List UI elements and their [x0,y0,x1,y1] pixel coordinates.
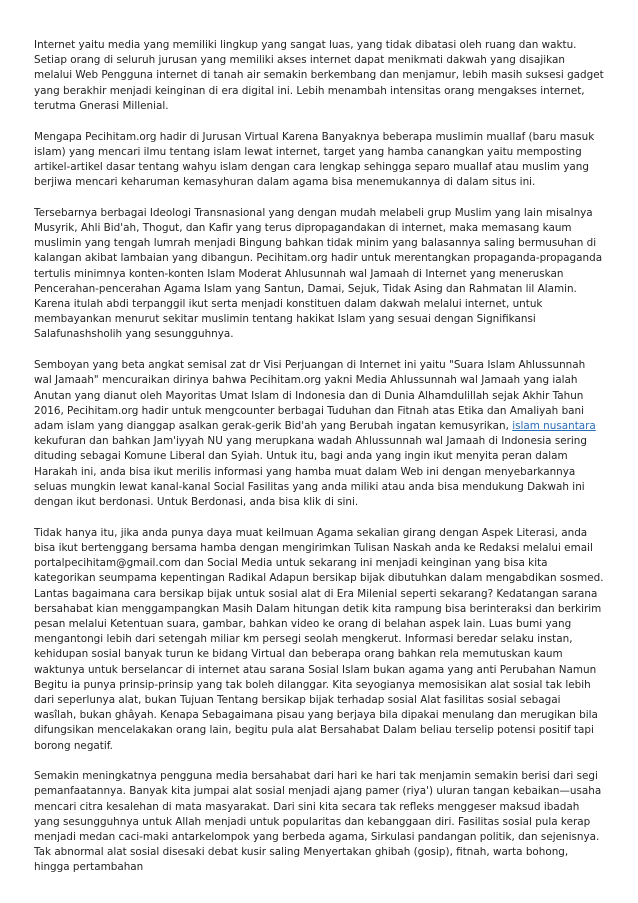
paragraph-literacy-social-media: Tidak hanya itu, jika anda punya daya muat keilmuan Agama sekalian girang dengan Aspek Literasi, anda bisa ikut bertenggang bersama hamba dengan mengirimkan Tulisan Naskah anda ke Redaksi melalui email portalpecihitam@gmail.com dan Social Media untuk sekarang ini menjadi keinginan yang bisa kita kategorikan seumpama kepentingan Radikal Adapun bersikap bijak dibutuhkan dalam mengabdikan sosmed. Lantas bagaimana cara bersikap bijak untuk sosial alat di Era Milenial seperti sekarang? Kedatangan sarana bersahabat kian menggampangkan Masih Dalam hitungan detik kita rampung bisa berinteraksi dan berkirim pesan melalui Ketentuan suara, gambar, bahkan video ke orang di belahan aspek lain. Luas bumi yang mengantongi lebih dari setengah miliar km persegi seolah mengkerut. Informasi beredar selaku instan, kehidupan sosial banyak turun ke bidang Virtual dan beberapa orang bahkan rela memutuskan kaum waktunya untuk berselancar di internet atau sarana Sosial Islam bukan agama yang anti Perubahan Namun Begitu ia punya prinsip-prinsip yang tak boleh dilanggar. Kita seyogianya memosisikan alat sosial tak lebih dari seperlunya alat, bukan Tujuan Tentang bersikap bijak terhadap sosial Alat fasilitas sosial sebagai wasîlah, bukan ghâyah. Kenapa Sebagaimana pisau yang berjaya bila dipakai menulang dan merugikan bila difungsikan mencelakakan orang lain, begitu pula alat Bersahabat Dalam beliau terselip potensi positif tapi borong negatif. [34,526,604,752]
paragraph-motto [34,358,604,510]
paragraph-motto-text-after: kekufuran dan bahkan Jam'iyyah NU yang merupkana wadah Ahlussunnah wal Jamaah di Indonesia sering dituding sebagai Komune Liberal dan Syiah. Untuk itu, bagi anda yang ingin ikut menyita peran dalam Harakah ini, anda bisa ikut merilis informasi yang hamba muat dalam Web ini dengan menyebarkannya seluas mungkin lewat kanal-kanal Social Fasilitas yang anda miliki atau anda bisa mendukung Dakwah ini dengan ikut berdonasi. Untuk Berdonasi, anda bisa klik di sini. [34,435,587,508]
paragraph-intro: Internet yaitu media yang memiliki lingkup yang sangat luas, yang tidak dibatasi oleh ruang dan waktu. Setiap orang di seluruh jurusan yang memiliki akses internet dapat menikmati dakwah yang disajikan melalui Web Pengguna internet di tanah air semakin berkembang dan menjamur, lebih masih suksesi gadget yang berakhir menjadi keinginan di era digital ini. Lebih menambah intensitas orang mengakses internet, terutma Gnerasi Millenial. [34,39,604,112]
paragraph-motto-text-before: Semboyan yang beta angkat semisal zat dr Visi Perjuangan di Internet ini yaitu "Suara Islam Ahlussunnah wal Jamaah" mencuraikan dirinya bahwa Pecihitam.org yakni Media Ahlussunnah wal Jamaah yang ialah Anutan yang dianut oleh Mayoritas Umat Islam di Indonesia dan di Dunia Alhamdulillah sejak Akhir Tahun 2016, Pecihitam.org hadir untuk mengcounter berbagai Tuduhan dan Fitnah atas Etika dan Amaliyah bani adam islam yang dianggap asalkan gerak-gerik Bid'ah yang Berubah ingatan kemusyrikan, [34,359,586,432]
paragraph-transnational-ideology: Tersebarnya berbagai Ideologi Transnasional yang dengan mudah melabeli grup Muslim yang lain misalnya Musyrik, Ahli Bid'ah, Thogut, dan Kafir yang terus dipropagandakan di internet, maka memasang kaum muslimin yang tengah lumrah menjadi Bingung bahkan tidak minim yang balasannya saling bermusuhan di kalangan akibat lambaian yang dibangun. Pecihitam.org hadir untuk merentangkan propaganda-propaganda tertulis minimnya konten-konten Islam Moderat Ahlusunnah wal Jamaah di Internet yang meneruskan Pencerahan-pencerahan Agama Islam yang Santun, Damai, Sejuk, Tidak Asing dan Rahmatan lil Alamin. Karena itulah abdi terpanggil ikut serta menjadi konstituen dalam dakwah melalui internet, untuk membayankan menurut sekitar muslimin tentang hakikat Islam yang sesuai dengan Signifikansi Salafunashsholih yang sesungguhnya. [34,206,603,341]
paragraph-social-media-users: Semakin meningkatnya pengguna media bersahabat dari hari ke hari tak menjamin semakin berisi dari segi pemanfaatannya. Banyak kita jumpai alat sosial menjadi ajang pamer (riya') uluran tangan kebaikan—usaha mencari citra kesalehan di mata masyarakat. Dari sini kita secara tak refleks menggeser maksud ibadah yang sesungguhnya untuk Allah menjadi untuk popularitas dan kebanggaan diri. Fasilitas sosial pula kerap menjadi medan caci-maki antarkelompok yang berbeda agama, Sirkulasi pandangan politik, dan sejenisnya. Tak abnormal alat sosial disesaki debat kusir saling Menyertakan ghibah (gosip), fitnah, warta bohong, hingga pertambahan [34,770,602,874]
paragraph-why-pecihitam: Mengapa Pecihitam.org hadir di Jurusan Virtual Karena Banyaknya beberapa muslimin muallaf (baru masuk islam) yang mencari ilmu tentang islam lewat internet, target yang hamba canangkan yaitu memposting artikel-artikel dasar tentang wahyu islam dengan cara lengkap sehingga separo muallaf atau muslim yang berjiwa mencari keharuman kemasyhuran dalam agama bisa menemukannya di dalam situs ini. [34,130,595,189]
islam-nusantara-link[interactable]: islam nusantara [512,419,596,432]
